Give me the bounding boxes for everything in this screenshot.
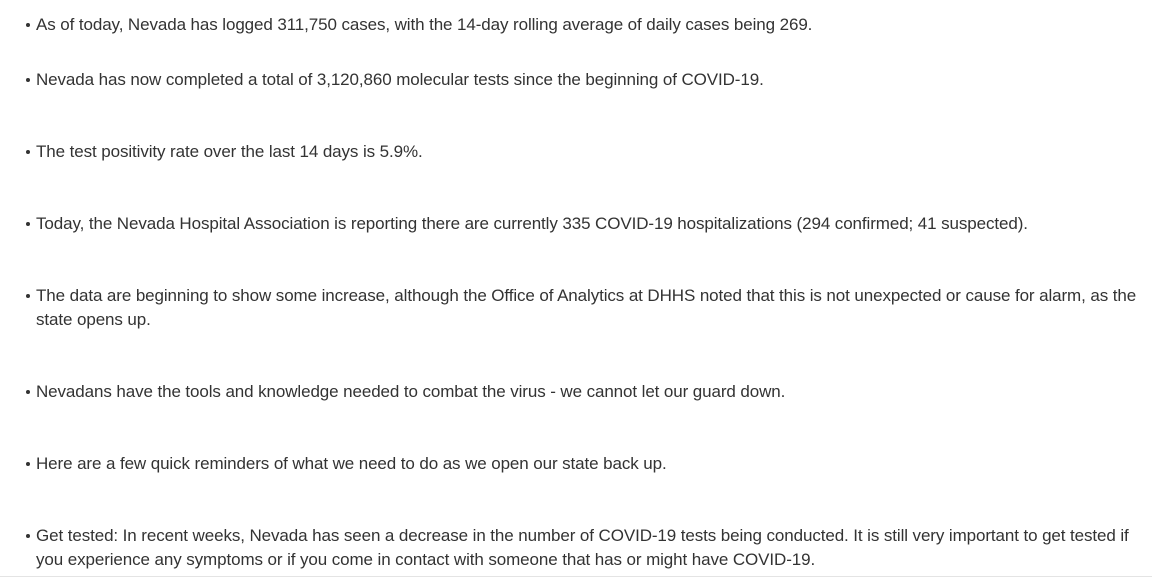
bullet-item-positivity-rate <box>0 140 1152 164</box>
bullet-text: Nevada has now completed a total of 3,120,860 molecular tests since the beginning of COVID-19. <box>36 70 764 89</box>
bullet-icon <box>26 23 30 27</box>
bullet-text: Nevadans have the tools and knowledge needed to combat the virus - we cannot let our guard down. <box>36 382 786 401</box>
bullet-item-get-tested <box>0 524 1152 572</box>
bullet-icon <box>26 222 30 226</box>
bullet-item-guard-down <box>0 380 1152 404</box>
bullet-text: Today, the Nevada Hospital Association is reporting there are currently 335 COVID-19 hospitalizations (294 confirmed; 41 suspected). <box>36 214 1028 233</box>
bullet-text: As of today, Nevada has logged 311,750 cases, with the 14-day rolling average of daily cases being 269. <box>36 15 813 34</box>
bullet-icon <box>26 462 30 466</box>
bullet-icon <box>26 390 30 394</box>
bullet-icon <box>26 294 30 298</box>
bullet-icon <box>26 78 30 82</box>
bullet-icon <box>26 534 30 538</box>
bullet-text: Here are a few quick reminders of what we need to do as we open our state back up. <box>36 454 667 473</box>
bullet-item-tests-total <box>0 68 1152 92</box>
bullet-item-cases <box>0 13 1152 37</box>
bullet-text: The data are beginning to show some increase, although the Office of Analytics at DHHS noted that this is not unexpected or cause for alarm, as the state opens up. <box>36 286 1137 329</box>
bullet-item-reminders <box>0 452 1152 476</box>
bullet-item-data-increase <box>0 284 1152 332</box>
bullet-text: Get tested: In recent weeks, Nevada has seen a decrease in the number of COVID-19 tests being conducted. It is still very important to get tested if you experience any symptoms or if you come in contact with someone that has or might have COVID-19. <box>36 526 1129 569</box>
bullet-list <box>0 13 1152 572</box>
bullet-text: The test positivity rate over the last 14 days is 5.9%. <box>36 142 423 161</box>
bullet-item-hospitalizations <box>0 212 1152 236</box>
bullet-icon <box>26 150 30 154</box>
